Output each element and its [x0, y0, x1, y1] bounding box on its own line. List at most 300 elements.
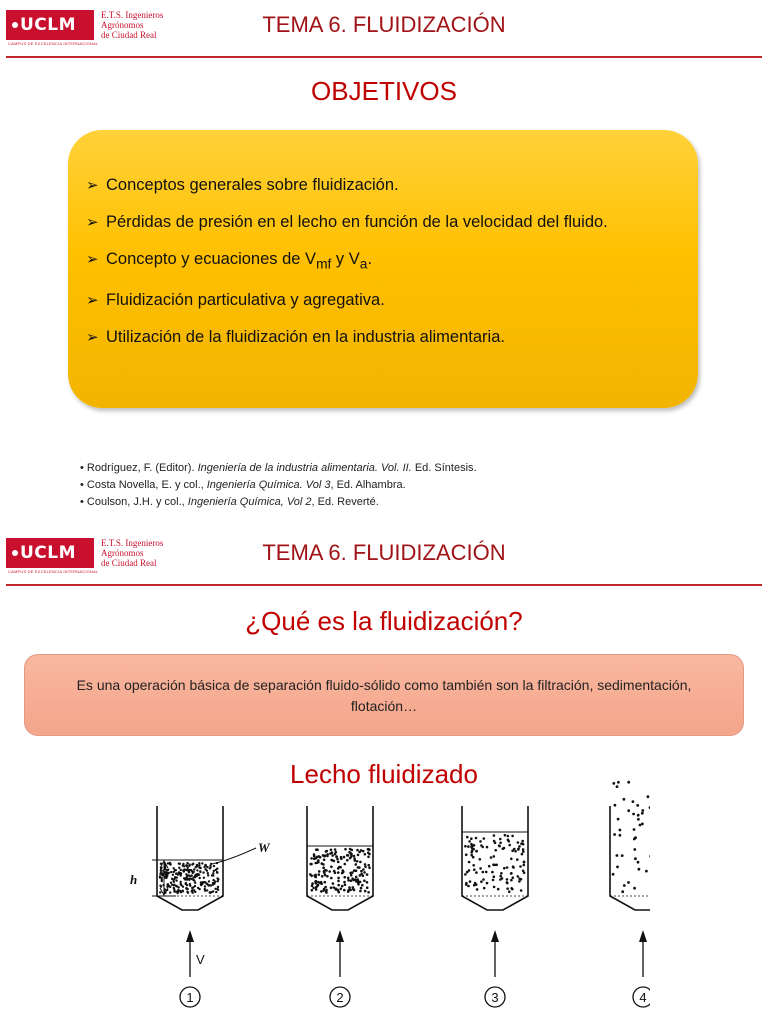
particle: [198, 862, 200, 864]
particle: [343, 881, 346, 884]
particle: [499, 842, 502, 845]
particle: [323, 888, 326, 891]
particle: [192, 886, 194, 888]
particle: [311, 889, 314, 892]
particle: [317, 859, 320, 862]
particle: [471, 847, 474, 850]
particle: [182, 890, 184, 892]
particle: [337, 861, 340, 864]
particle: [464, 873, 467, 876]
particle: [367, 856, 370, 859]
particle: [523, 864, 526, 867]
particle: [499, 875, 502, 878]
vessel-outline: [610, 806, 650, 910]
particle: [475, 850, 478, 853]
particle: [190, 869, 192, 871]
particle: [483, 887, 486, 890]
particle: [188, 865, 190, 867]
particle: [336, 858, 339, 861]
particle: [493, 834, 496, 837]
particle: [518, 880, 521, 883]
particle: [518, 845, 521, 848]
particle: [183, 877, 185, 879]
particle: [335, 851, 338, 854]
objective-text: Concepto y ecuaciones de V: [106, 250, 317, 268]
logo-school-line: de Ciudad Real: [101, 30, 157, 40]
particle: [641, 809, 644, 812]
particle: [340, 856, 343, 859]
particle: [326, 855, 329, 858]
particle: [475, 871, 478, 874]
particle: [523, 861, 526, 864]
particle: [468, 861, 471, 864]
particle: [623, 884, 626, 887]
objective-text: Fluidización particulativa y agregativa.: [106, 291, 385, 310]
particle: [214, 880, 216, 882]
particle: [472, 864, 475, 867]
particle: [204, 888, 206, 890]
particle: [201, 862, 203, 864]
particle: [359, 861, 362, 864]
particle: [512, 865, 515, 868]
particle: [322, 866, 325, 869]
particle: [209, 865, 211, 867]
particle: [311, 884, 314, 887]
particle: [522, 848, 525, 851]
references-list: [80, 460, 477, 511]
particle: [491, 871, 494, 874]
particle: [216, 871, 218, 873]
objective-item: [86, 291, 608, 310]
particle: [346, 854, 349, 857]
subscript-mf: mf: [316, 256, 332, 272]
particle: [180, 874, 182, 876]
particle: [522, 843, 525, 846]
particle: [627, 881, 630, 884]
particle: [312, 887, 315, 890]
particle: [470, 851, 473, 854]
particle: [167, 862, 169, 864]
particle: [637, 861, 640, 864]
particle: [205, 864, 207, 866]
particle: [523, 872, 526, 875]
objective-text: y V: [331, 250, 360, 268]
flow-arrow-head-icon: [639, 930, 647, 942]
particle: [215, 891, 217, 893]
particle: [326, 850, 329, 853]
particle: [159, 891, 161, 893]
particle: [340, 888, 343, 891]
particle: [488, 865, 491, 868]
particle: [464, 845, 467, 848]
particle: [314, 875, 317, 878]
particle: [337, 884, 340, 887]
flow-arrow-head-icon: [186, 930, 194, 942]
particle: [180, 883, 182, 885]
particle: [357, 854, 360, 857]
particle: [344, 863, 347, 866]
definition-text: Es una operación básica de separación fluido-sólido como también son la filtración, sedimentación, flotación…: [76, 677, 692, 714]
particle: [204, 885, 206, 887]
particle: [337, 871, 340, 874]
particle: [202, 871, 204, 873]
particle: [636, 804, 639, 807]
particle: [353, 855, 356, 858]
particle: [319, 882, 322, 885]
particle: [215, 869, 217, 871]
particle: [169, 891, 171, 893]
particle: [479, 840, 482, 843]
particle: [324, 874, 327, 877]
arrow-bullet-icon: ➢: [86, 214, 99, 231]
particle: [174, 876, 176, 878]
particle: [350, 874, 353, 877]
particle: [182, 886, 184, 888]
particle: [203, 877, 205, 879]
particle: [199, 867, 201, 869]
particle: [473, 868, 476, 871]
particle: [324, 881, 327, 884]
particle: [334, 848, 337, 851]
particle: [617, 818, 620, 821]
particle: [511, 835, 514, 838]
particle: [493, 875, 496, 878]
particle: [517, 841, 520, 844]
particle: [359, 874, 362, 877]
particle: [468, 869, 471, 872]
particle: [368, 848, 371, 851]
particle: [169, 886, 171, 888]
particle: [171, 884, 173, 886]
particle: [506, 881, 509, 884]
particle: [167, 869, 169, 871]
fluidized-bed-diagram: [110, 772, 650, 1022]
particle: [493, 886, 496, 889]
particle: [185, 873, 187, 875]
reference-publisher: Ed. Síntesis.: [411, 462, 477, 474]
particle: [500, 872, 503, 875]
particle: [639, 824, 642, 827]
particle: [337, 880, 340, 883]
objective-item: [86, 328, 608, 347]
particle: [507, 835, 510, 838]
particle: [343, 889, 346, 892]
particle: [172, 879, 174, 881]
particle: [217, 886, 219, 888]
particle: [330, 877, 333, 880]
particle: [160, 885, 162, 887]
logo-school-line: E.T.S. Ingenieros: [101, 10, 164, 20]
particle: [647, 795, 650, 798]
particle: [617, 781, 620, 784]
particle: [310, 857, 313, 860]
particle: [321, 875, 324, 878]
particle: [519, 865, 522, 868]
particle: [319, 856, 322, 859]
particle: [335, 856, 338, 859]
particle: [354, 878, 357, 881]
particle: [212, 890, 214, 892]
particle: [641, 823, 644, 826]
particle: [497, 888, 500, 891]
particle: [170, 882, 172, 884]
particle: [506, 878, 509, 881]
particle: [476, 888, 479, 891]
particle: [173, 867, 175, 869]
particle: [324, 854, 327, 857]
particle: [507, 839, 510, 842]
particle: [209, 891, 211, 893]
particle: [355, 863, 358, 866]
particle: [621, 890, 624, 893]
particle: [348, 851, 351, 854]
header-title: TEMA 6. FLUIDIZACIÓN: [262, 12, 506, 37]
particle: [480, 844, 483, 847]
particle: [465, 853, 468, 856]
particle: [649, 806, 650, 809]
particle: [649, 855, 650, 858]
particle: [503, 867, 506, 870]
particle: [167, 883, 169, 885]
particle: [467, 885, 470, 888]
particle: [189, 875, 191, 877]
header-title: TEMA 6. FLUIDIZACIÓN: [262, 540, 506, 565]
particle: [633, 828, 636, 831]
particle: [175, 879, 177, 881]
particle: [361, 884, 364, 887]
particle: [344, 848, 347, 851]
particle: [506, 866, 509, 869]
particle: [362, 850, 365, 853]
particle: [490, 856, 493, 859]
particle: [341, 885, 344, 888]
particle: [633, 838, 636, 841]
particle: [616, 854, 619, 857]
particle: [367, 864, 370, 867]
particle: [212, 882, 214, 884]
particle: [347, 889, 350, 892]
particle: [173, 884, 175, 886]
arrow-bullet-icon: ➢: [86, 292, 99, 310]
particle: [194, 882, 196, 884]
particle: [366, 886, 369, 889]
stage-number-label: 2: [336, 990, 344, 1005]
particle: [328, 870, 331, 873]
particle: [475, 837, 478, 840]
particle: [178, 871, 180, 873]
particle: [164, 877, 166, 879]
particle: [193, 880, 195, 882]
particle: [623, 798, 626, 801]
particle: [482, 871, 485, 874]
particle: [178, 890, 180, 892]
particle: [331, 854, 334, 857]
particle: [627, 809, 630, 812]
particle: [360, 870, 363, 873]
particle: [331, 851, 334, 854]
particle: [191, 890, 193, 892]
logo-brand: UCLM: [20, 543, 77, 563]
reference-item: [80, 460, 477, 477]
reference-publisher: , Ed. Alhambra.: [330, 479, 406, 491]
particle: [633, 848, 636, 851]
particle: [632, 800, 635, 803]
particle: [172, 874, 174, 876]
objective-text: Pérdidas de presión en el lecho en función de la velocidad del fluido.: [106, 213, 608, 231]
header-divider: [6, 584, 762, 586]
particles-group: [159, 779, 650, 895]
particle: [315, 848, 318, 851]
particle: [193, 889, 195, 891]
particle: [316, 856, 319, 859]
particle: [521, 853, 524, 856]
particle: [504, 834, 507, 837]
header-divider: [6, 56, 762, 58]
particle: [512, 876, 515, 879]
particle: [492, 879, 495, 882]
logo-school-line: Agrónomos: [101, 548, 144, 558]
particle: [360, 849, 363, 852]
objective-text: Conceptos generales sobre fluidización.: [106, 176, 399, 194]
particle: [344, 884, 347, 887]
reference-title: Ingeniería Química. Vol 3: [206, 479, 331, 491]
particle: [173, 887, 175, 889]
particle: [185, 864, 187, 866]
particle: [645, 870, 648, 873]
logo-motto: CAMPUS DE EXCELENCIA INTERNACIONAL: [8, 41, 99, 46]
particle: [314, 880, 317, 883]
particle: [170, 871, 172, 873]
particle: [210, 884, 212, 886]
arrow-bullet-icon: ➢: [86, 251, 99, 268]
objectives-list: [86, 176, 608, 365]
particle: [206, 883, 208, 885]
logo-motto: CAMPUS DE EXCELENCIA INTERNACIONAL: [8, 569, 99, 574]
particle: [337, 877, 340, 880]
vessel-outline: [462, 806, 528, 910]
particle: [187, 892, 189, 894]
particle: [343, 856, 346, 859]
particle: [341, 872, 344, 875]
particle: [493, 855, 496, 858]
particle: [366, 873, 369, 876]
particle: [632, 813, 635, 816]
particle: [211, 874, 213, 876]
particle: [520, 889, 523, 892]
particle: [614, 804, 617, 807]
particle: [465, 882, 468, 885]
particle: [167, 872, 169, 874]
particle: [217, 889, 219, 891]
particle: [309, 863, 312, 866]
objective-item: [86, 250, 608, 273]
particle: [634, 857, 637, 860]
particle: [207, 884, 209, 886]
stage-number-label: 3: [491, 990, 499, 1005]
height-label: h: [130, 872, 138, 887]
section-title: ¿Qué es la fluidización?: [245, 606, 523, 636]
particle: [521, 840, 524, 843]
particle: [467, 845, 470, 848]
particle: [315, 888, 318, 891]
particle: [216, 877, 218, 879]
particle: [348, 886, 351, 889]
particle: [180, 869, 182, 871]
particle: [173, 890, 175, 892]
particle: [197, 874, 199, 876]
reference-author: • Rodríguez, F. (Editor).: [80, 462, 198, 474]
particle: [193, 868, 195, 870]
particle: [331, 859, 334, 862]
particle: [343, 876, 346, 879]
particle: [511, 850, 514, 853]
particle: [313, 858, 316, 861]
particle: [196, 869, 198, 871]
particle: [351, 849, 354, 852]
particle: [161, 879, 163, 881]
particle: [364, 866, 367, 869]
particle: [364, 890, 367, 893]
particle: [207, 874, 209, 876]
particle: [470, 854, 473, 857]
particle: [207, 872, 209, 874]
particle: [506, 887, 509, 890]
particle: [353, 869, 356, 872]
particle: [212, 872, 214, 874]
particle: [185, 883, 187, 885]
particle: [637, 818, 640, 821]
particle: [482, 878, 485, 881]
particle: [341, 869, 344, 872]
particle: [517, 848, 520, 851]
particle: [356, 860, 359, 863]
particle: [352, 888, 355, 891]
particle: [501, 877, 504, 880]
particle: [323, 870, 326, 873]
particle: [347, 879, 350, 882]
slide-que-es-fluidizacion: [0, 528, 768, 1024]
particle: [637, 814, 640, 817]
particle: [616, 785, 619, 788]
subtitle: Lecho fluidizado: [290, 759, 478, 789]
particle: [366, 881, 369, 884]
particle: [612, 782, 615, 785]
section-title: OBJETIVOS: [311, 76, 457, 106]
particle: [336, 889, 339, 892]
objective-text: .: [367, 250, 373, 268]
particle: [613, 833, 616, 836]
subscript-a: a: [359, 256, 368, 272]
particle: [349, 872, 352, 875]
particle: [360, 887, 363, 890]
particle: [214, 888, 216, 890]
particle: [483, 837, 486, 840]
particle: [510, 872, 513, 875]
particle: [180, 891, 182, 893]
particle: [318, 873, 321, 876]
weight-leader-line: [212, 848, 256, 864]
particle: [199, 871, 201, 873]
particle: [514, 850, 517, 853]
reference-author: • Coulson, J.H. y col.,: [80, 496, 188, 508]
reference-item: [80, 494, 477, 511]
particle: [187, 867, 189, 869]
particle: [213, 865, 215, 867]
particle: [503, 847, 506, 850]
particle: [201, 883, 203, 885]
particle: [178, 886, 180, 888]
objective-item: [86, 176, 608, 195]
